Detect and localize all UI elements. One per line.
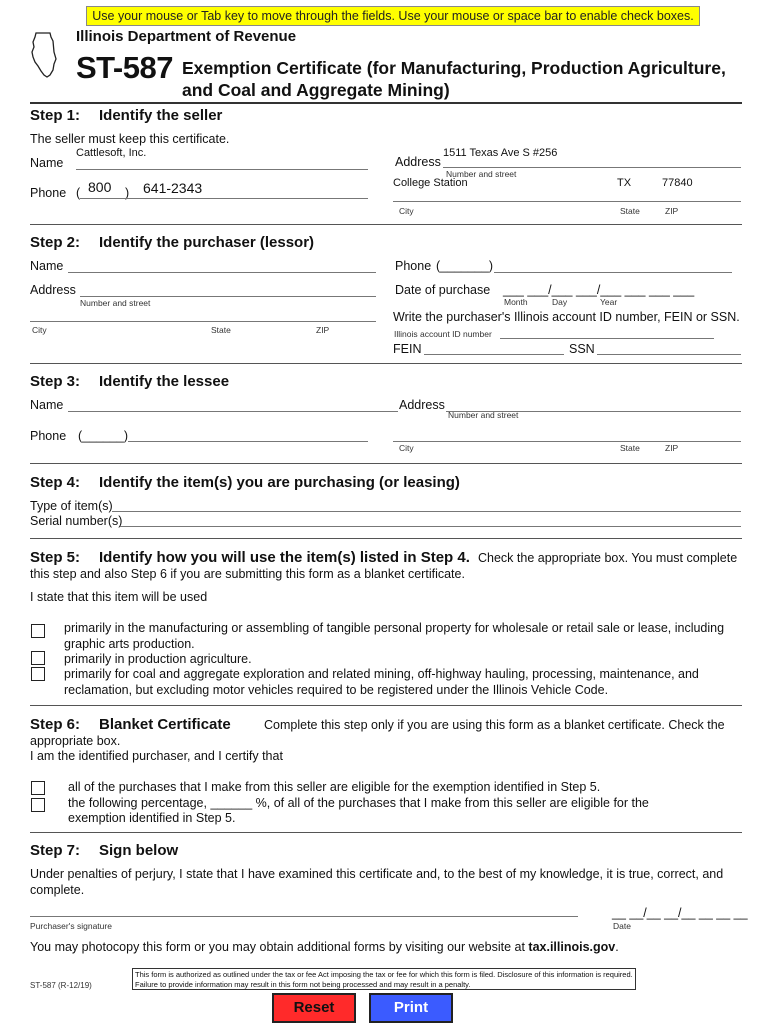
seller-address-label: Address bbox=[395, 155, 441, 169]
seller-city-caption: City bbox=[399, 206, 414, 216]
purchaser-name-field[interactable] bbox=[68, 272, 376, 273]
lessee-city-caption: City bbox=[399, 443, 414, 453]
step4-heading bbox=[0, 474, 770, 494]
step4-rule bbox=[30, 538, 742, 539]
ssn-label: SSN bbox=[569, 342, 595, 356]
legal-notice-line1: This form is authorized as outlined under the tax or fee Act imposing the tax or fee for which this form is filed. Disclosure of this information is required. bbox=[135, 970, 633, 979]
step5-note-continued: this step and also Step 6 if you are submitting this form as a blanket certificate. bbox=[30, 567, 465, 581]
legal-notice-box bbox=[132, 968, 636, 990]
step3-title: Identify the lessee bbox=[99, 373, 230, 390]
photocopy-note bbox=[30, 940, 619, 954]
step2-title: Identify the purchaser (lessor) bbox=[99, 234, 315, 251]
percentage-checkbox[interactable] bbox=[31, 798, 45, 812]
fein-label: FEIN bbox=[393, 342, 422, 356]
signature-date-field[interactable]: __ __/__ __/__ __ __ __ bbox=[612, 906, 748, 920]
step4-number: Step 4: bbox=[30, 474, 81, 491]
seller-phone-close-paren: ) bbox=[125, 186, 130, 200]
seller-zip-field[interactable]: 77840 bbox=[662, 177, 693, 189]
item-type-label: Type of item(s) bbox=[30, 499, 113, 513]
seller-phone-label: Phone bbox=[30, 186, 67, 200]
id-instruction: Write the purchaser's Illinois account ID number, FEIN or SSN. bbox=[393, 310, 740, 324]
step5-heading bbox=[0, 549, 770, 569]
lessee-number-street-caption: Number and street bbox=[448, 410, 519, 420]
step1-heading bbox=[0, 107, 770, 127]
lessee-name-field[interactable] bbox=[68, 411, 398, 412]
seller-phone-open-paren: ( bbox=[76, 186, 81, 200]
step2-heading bbox=[0, 234, 770, 254]
seller-state-caption: State bbox=[620, 206, 640, 216]
purchaser-area-code-field[interactable]: (_______) bbox=[436, 259, 493, 273]
seller-state-field[interactable]: TX bbox=[617, 177, 632, 189]
seller-phone-line bbox=[80, 198, 368, 199]
lessee-area-code-field[interactable]: (______) bbox=[78, 429, 129, 443]
step6-note: Complete this step only if you are using this form as a blanket certificate. Check the bbox=[264, 718, 725, 732]
use-statement: I state that this item will be used bbox=[30, 590, 208, 604]
month-caption: Month bbox=[504, 297, 528, 307]
seller-name-field[interactable]: Cattlesoft, Inc. bbox=[76, 147, 147, 159]
signature-caption: Purchaser's signature bbox=[30, 921, 112, 931]
step4-title: Identify the item(s) you are purchasing (or leasing) bbox=[99, 474, 460, 491]
seller-note: The seller must keep this certificate. bbox=[30, 132, 230, 146]
ssn-field[interactable] bbox=[597, 354, 741, 355]
form-revision: ST-587 (R-12/19) bbox=[30, 981, 92, 990]
step6-rule bbox=[30, 832, 742, 833]
perjury-statement: Under penalties of perjury, I state that I have examined this certificate and, to the best of my knowledge, it is true, correct, and bbox=[30, 867, 724, 881]
seller-zip-caption: ZIP bbox=[665, 206, 679, 216]
mining-option-text: primarily for coal and aggregate exploration and related mining, off-highway hauling, processing, maintenance, and bbox=[64, 667, 699, 681]
serial-number-field[interactable] bbox=[120, 526, 741, 527]
step1-rule bbox=[30, 224, 742, 225]
header-rule bbox=[30, 102, 742, 104]
lessee-state-caption: State bbox=[620, 443, 640, 453]
percentage-text: the following percentage, ______ %, of all of the purchases that I make from this seller are eligible for the bbox=[68, 796, 649, 810]
lessee-city-field[interactable] bbox=[393, 441, 741, 442]
identified-purchaser-statement: I am the identified purchaser, and I certify that bbox=[30, 749, 283, 763]
step2-number: Step 2: bbox=[30, 234, 81, 251]
form-title-line2: and Coal and Aggregate Mining) bbox=[182, 80, 450, 100]
seller-city-field[interactable]: College Station bbox=[393, 177, 468, 189]
lessee-address-label: Address bbox=[399, 398, 445, 412]
instruction-banner: Use your mouse or Tab key to move through the fields. Use your mouse or space bar to enable check boxes. bbox=[86, 6, 700, 26]
step5-note: Check the appropriate box. You must complete bbox=[478, 551, 738, 565]
purchaser-phone-field[interactable] bbox=[494, 272, 732, 273]
agriculture-checkbox[interactable] bbox=[31, 651, 45, 665]
step2-rule bbox=[30, 363, 742, 364]
seller-address-line bbox=[443, 167, 741, 168]
step6-number: Step 6: bbox=[30, 716, 81, 733]
purchaser-city-field[interactable] bbox=[30, 321, 376, 322]
step7-title: Sign below bbox=[99, 842, 179, 859]
day-caption: Day bbox=[552, 297, 568, 307]
step3-number: Step 3: bbox=[30, 373, 81, 390]
step6-heading bbox=[0, 716, 770, 736]
account-id-field[interactable] bbox=[500, 338, 714, 339]
step5-number: Step 5: bbox=[30, 549, 81, 566]
mining-checkbox[interactable] bbox=[31, 667, 45, 681]
purchaser-number-street-caption: Number and street bbox=[80, 298, 151, 308]
seller-address-field[interactable]: 1511 Texas Ave S #256 bbox=[443, 147, 558, 159]
mining-option-text-cont: reclamation, but excluding motor vehicles required to be registered under the Illinois Vehicle Code. bbox=[64, 683, 609, 697]
purchaser-address-label: Address bbox=[30, 283, 76, 297]
item-type-field[interactable] bbox=[112, 511, 741, 512]
manufacturing-option-text-cont: graphic arts production. bbox=[64, 637, 195, 651]
seller-number-street-caption: Number and street bbox=[446, 169, 517, 179]
seller-name-label: Name bbox=[30, 156, 64, 170]
step1-number: Step 1: bbox=[30, 107, 81, 124]
serial-number-label: Serial number(s) bbox=[30, 514, 123, 528]
step1-title: Identify the seller bbox=[99, 107, 223, 124]
photocopy-text: You may photocopy this form or you may obtain additional forms by visiting our website at bbox=[30, 940, 525, 954]
lessee-phone-label: Phone bbox=[30, 429, 67, 443]
year-caption: Year bbox=[600, 297, 618, 307]
purchaser-address-field[interactable] bbox=[80, 296, 376, 297]
form-number: ST-587 bbox=[76, 50, 173, 85]
all-purchases-checkbox[interactable] bbox=[31, 781, 45, 795]
purchase-date-field[interactable]: ___ ___/___ ___/___ ___ ___ ___ bbox=[503, 283, 695, 297]
legal-notice-line2: Failure to provide information may result in this form not being processed and may result in a penalty. bbox=[135, 980, 471, 989]
percentage-text-cont: exemption identified in Step 5. bbox=[68, 811, 236, 825]
seller-city-line bbox=[393, 201, 741, 202]
seller-name-line bbox=[76, 169, 368, 170]
purchaser-city-caption: City bbox=[32, 325, 47, 335]
manufacturing-checkbox[interactable] bbox=[31, 624, 45, 638]
website-link[interactable]: tax.illinois.gov bbox=[528, 940, 616, 954]
account-id-label: Illinois account ID number bbox=[394, 329, 492, 339]
step7-number: Step 7: bbox=[30, 842, 81, 859]
step6-note-continued: appropriate box. bbox=[30, 734, 121, 748]
form-title-line1: Exemption Certificate (for Manufacturing, Production Agriculture, bbox=[182, 58, 726, 78]
department-name: Illinois Department of Revenue bbox=[76, 28, 297, 45]
illinois-map-icon bbox=[30, 32, 58, 78]
lessee-name-label: Name bbox=[30, 398, 64, 412]
signature-date-caption: Date bbox=[613, 921, 631, 931]
seller-phone-field[interactable]: 641-2343 bbox=[143, 180, 203, 196]
purchaser-phone-label: Phone bbox=[395, 259, 432, 273]
reset-button[interactable]: Reset bbox=[272, 993, 356, 1023]
photocopy-period: . bbox=[615, 940, 619, 954]
purchaser-name-label: Name bbox=[30, 259, 64, 273]
agriculture-option-text: primarily in production agriculture. bbox=[64, 652, 252, 666]
fein-field[interactable] bbox=[424, 354, 564, 355]
purchaser-state-caption: State bbox=[211, 325, 231, 335]
perjury-statement-cont: complete. bbox=[30, 883, 85, 897]
purchaser-zip-caption: ZIP bbox=[316, 325, 330, 335]
step3-rule bbox=[30, 463, 742, 464]
lessee-zip-caption: ZIP bbox=[665, 443, 679, 453]
seller-area-code-field[interactable]: 800 bbox=[88, 179, 112, 195]
manufacturing-option-text: primarily in the manufacturing or assembling of tangible personal property for wholesale or retail sale or lease, including bbox=[64, 621, 725, 635]
lessee-phone-field[interactable] bbox=[128, 441, 368, 442]
step5-title: Identify how you will use the item(s) listed in Step 4. bbox=[99, 549, 470, 566]
print-button[interactable]: Print bbox=[369, 993, 453, 1023]
step5-rule bbox=[30, 705, 742, 706]
step6-title: Blanket Certificate bbox=[99, 716, 231, 733]
purchase-date-label: Date of purchase bbox=[395, 283, 491, 297]
step7-heading bbox=[0, 842, 770, 862]
step3-heading bbox=[0, 373, 770, 393]
signature-field[interactable] bbox=[30, 916, 578, 917]
all-purchases-text: all of the purchases that I make from this seller are eligible for the exemption identified in Step 5. bbox=[68, 780, 601, 794]
